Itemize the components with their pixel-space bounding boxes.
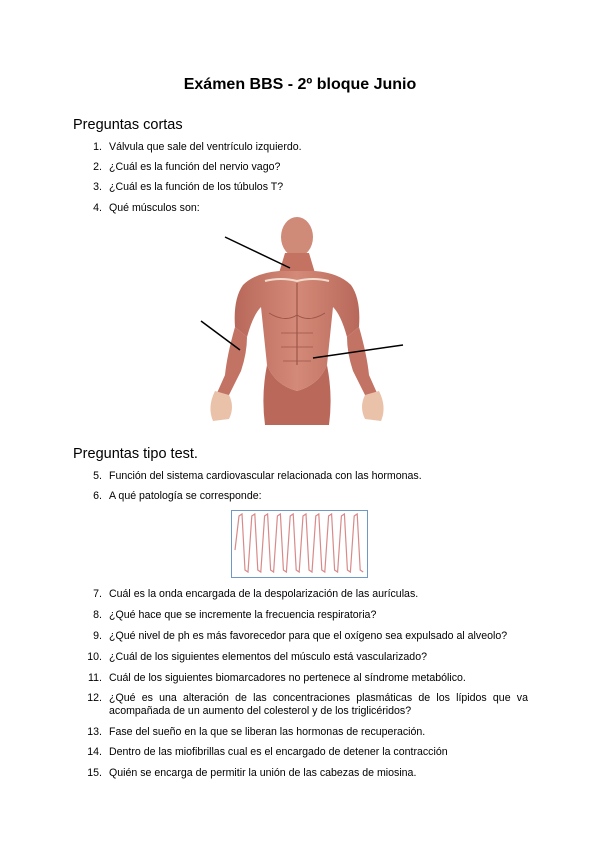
list-item: 10. ¿Cuál de los siguientes elementos del músculo está vascularizado? <box>87 650 427 663</box>
list-item: 4. Qué músculos son: <box>93 201 200 214</box>
list-item: 3. ¿Cuál es la función de los túbulos T? <box>93 181 284 194</box>
right-arm-shape <box>347 327 377 398</box>
test-questions-list-b <box>88 588 528 788</box>
list-item: 11. Cuál de los siguientes biomarcadores no pertenece al síndrome metabólico. <box>88 671 466 684</box>
list-item: 9. ¿Qué nivel de ph es más favorecedor para que el oxígeno sea expulsado al alveolo? <box>93 629 508 642</box>
list-item: 15. Quién se encarga de permitir la unión de las cabezas de miosina. <box>87 767 417 780</box>
list-item: 5. Función del sistema cardiovascular relacionada con las hormonas. <box>93 470 422 482</box>
neck-shape <box>279 253 315 273</box>
list-item: 2. ¿Cuál es la función del nervio vago? <box>93 161 281 174</box>
list-item: 12. ¿Qué es una alteración de las concentraciones plasmáticas de los lípidos que va acompañada de un aumento del colesterol y de los triglicéridos? <box>87 692 528 717</box>
head-shape <box>281 217 313 257</box>
muscle-anatomy-figure <box>195 215 405 425</box>
section-heading-short: Preguntas cortas <box>73 117 183 133</box>
list-item: 13. Fase del sueño en la que se liberan las hormonas de recuperación. <box>87 725 426 738</box>
left-arm-shape <box>217 327 247 398</box>
page-title: Exámen BBS - 2º bloque Junio <box>183 76 417 93</box>
pointer-line <box>225 237 290 268</box>
left-hand-shape <box>210 391 232 421</box>
list-item: 8. ¿Qué hace que se incremente la frecuencia respiratoria? <box>93 608 377 621</box>
list-item: 7. Cuál es la onda encargada de la despolarización de las aurículas. <box>93 588 419 600</box>
list-item: 6. A qué patología se corresponde: <box>93 490 262 503</box>
short-questions-list <box>88 141 528 222</box>
right-hand-shape <box>362 391 384 421</box>
section-heading-test: Preguntas tipo test. <box>73 446 198 462</box>
ecg-strip-image <box>231 510 368 578</box>
list-item: 14. Dentro de las miofibrillas cual es el encargado de detener la contracción <box>87 746 448 759</box>
test-questions-list-a <box>88 470 528 511</box>
list-item: 1. Válvula que sale del ventrículo izquierdo. <box>93 141 302 153</box>
